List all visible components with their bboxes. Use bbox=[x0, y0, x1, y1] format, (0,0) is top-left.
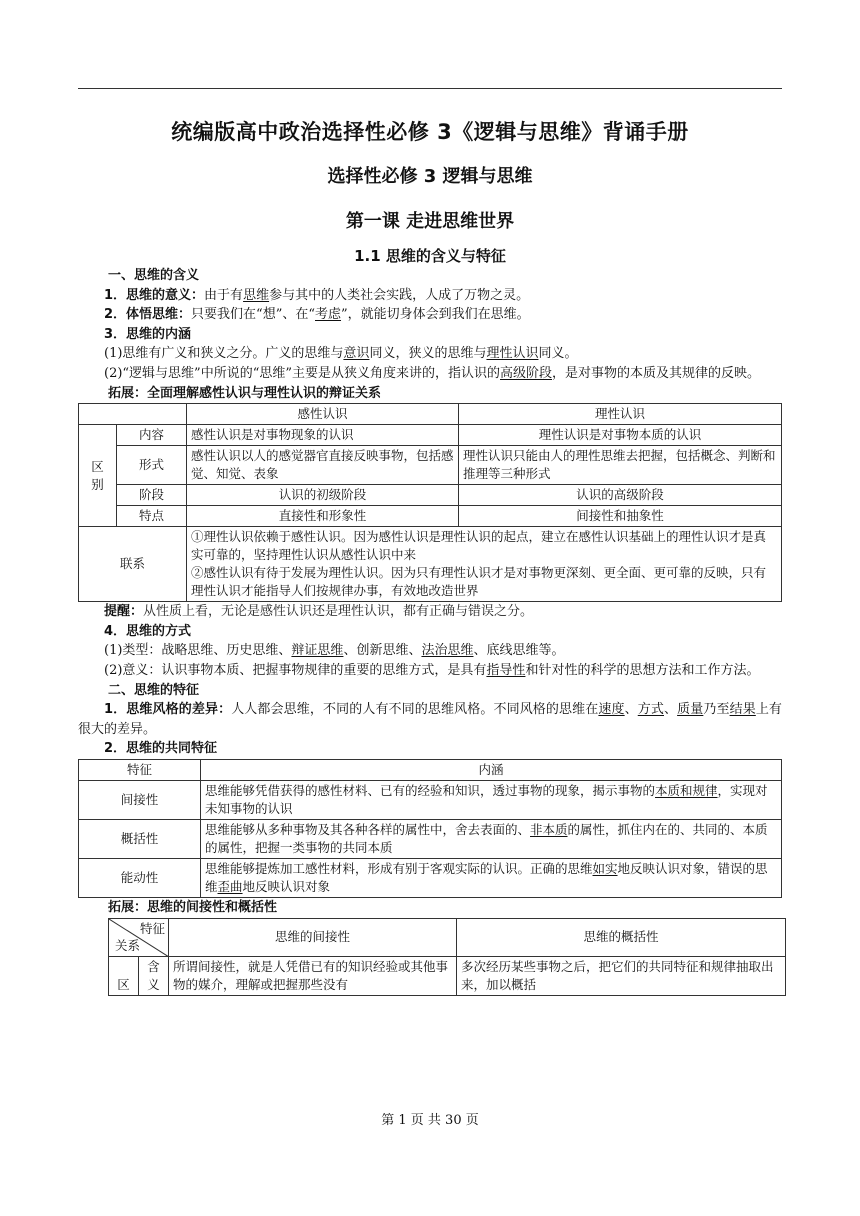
table-header: 理性认识 bbox=[459, 404, 782, 425]
lesson-title: 第一课 走进思维世界 bbox=[345, 211, 515, 232]
table-cell: 多次经历某些事物之后，把它们的共同特征和规律抽取出来，加以概括 bbox=[457, 956, 786, 995]
row-name: 特点 bbox=[117, 506, 187, 527]
table-header: 内涵 bbox=[201, 759, 782, 780]
table-row bbox=[109, 956, 786, 995]
row-name: 内容 bbox=[117, 425, 187, 446]
page-footer: 第 1 页 共 30 页 bbox=[381, 1113, 479, 1128]
table-cell: 思维能够凭借获得的感性材料、已有的经验和知识，透过事物的现象，揭示事物的本质和规律，实现对未知事物的认识 bbox=[201, 780, 782, 819]
diagonal-header-cell bbox=[109, 918, 169, 956]
corner-top-label: 特征 bbox=[139, 920, 165, 936]
part1-item1: 1．思维的意义：由于有思维参与其中的人类社会实践，人成了万物之灵。 bbox=[104, 287, 530, 303]
extension2-label: 拓展：思维的间接性和概括性 bbox=[108, 899, 278, 915]
table-row bbox=[79, 446, 782, 485]
table-cell: 感性认识是对事物现象的认识 bbox=[187, 425, 459, 446]
part2-heading: 二、思维的特征 bbox=[108, 682, 200, 698]
row-name: 阶段 bbox=[117, 485, 187, 506]
table-header: 思维的间接性 bbox=[169, 918, 457, 956]
table-cell: 理性认识是对事物本质的认识 bbox=[459, 425, 782, 446]
table-cell: ①理性认识依赖于感性认识。因为感性认识是理性认识的起点，建立在感性认识基础上的理性认识才是真实可靠的，坚持理性认识从感性认识中来 ②感性认识有待于发展为理性认识。因为只有理性认识才是对事物更深刻、更全面、更可靠的反映，只有理性认识才能指导人们按规律办事，有效地改造世界 bbox=[187, 527, 782, 602]
extension1-label: 拓展：全面理解感性认识与理性认识的辩证关系 bbox=[108, 385, 382, 401]
table-cell: 理性认识只能由人的理性思维去把握，包括概念、判断和推理等三种形式 bbox=[459, 446, 782, 485]
part1-item4-2: (2)意义：认识事物本质、把握事物规律的重要的思维方式，是具有指导性和针对性的科学的思想方法和工作方法。 bbox=[104, 662, 760, 678]
perceptual-rational-table bbox=[78, 403, 782, 602]
part2-item1: 1．思维风格的差异：人人都会思维，不同的人有不同的思维风格。不同风格的思维在速度、方式、质量乃至结果上有很大的差异。 bbox=[78, 702, 782, 737]
table-row bbox=[79, 506, 782, 527]
table-cell: 认识的初级阶段 bbox=[187, 485, 459, 506]
table-row bbox=[79, 404, 782, 425]
document-body bbox=[78, 266, 782, 996]
table-row bbox=[79, 485, 782, 506]
table-row bbox=[79, 527, 782, 602]
part1-item3-1: (1)思维有广义和狭义之分。广义的思维与意识同义，狭义的思维与理性认识同义。 bbox=[104, 346, 578, 362]
table-row bbox=[79, 759, 782, 780]
part2-item2-label: 2．思维的共同特征 bbox=[104, 741, 218, 757]
reminder: 提醒：从性质上看，无论是感性认识还是理性认识，都有正确与错误之分。 bbox=[104, 604, 534, 620]
table-cell: 所谓间接性，就是人凭借已有的知识经验或其他事物的媒介，理解或把握那些没有 bbox=[169, 956, 457, 995]
row-name: 含义 bbox=[139, 956, 169, 995]
row-name: 间接性 bbox=[79, 780, 201, 819]
part1-heading: 一、思维的含义 bbox=[108, 268, 200, 283]
table-cell: 认识的高级阶段 bbox=[459, 485, 782, 506]
table-cell: 直接性和形象性 bbox=[187, 506, 459, 527]
corner-bottom-label: 关系 bbox=[115, 937, 141, 953]
part1-item4-1: (1)类型：战略思维、历史思维、辩证思维、创新思维、法治思维、底线思维等。 bbox=[104, 643, 565, 659]
section-title: 1.1 思维的含义与特征 bbox=[354, 247, 506, 265]
row-name: 概括性 bbox=[79, 819, 201, 858]
table-cell: 感性认识以人的感觉器官直接反映事物，包括感觉、知觉、表象 bbox=[187, 446, 459, 485]
part1-item2: 2．体悟思维：只要我们在“想”、在“考虑”，就能切身体会到我们在思维。 bbox=[104, 307, 530, 323]
table-row bbox=[79, 425, 782, 446]
document-title: 统编版高中政治选择性必修 3《逻辑与思维》背诵手册 bbox=[171, 120, 689, 144]
row-name: 能动性 bbox=[79, 858, 201, 897]
table-header: 感性认识 bbox=[187, 404, 459, 425]
group-label: 区别 bbox=[79, 425, 117, 527]
row-name: 联系 bbox=[79, 527, 187, 602]
table-row bbox=[109, 918, 786, 956]
part1-item3-label: 3．思维的内涵 bbox=[104, 326, 192, 342]
indirect-general-table bbox=[108, 918, 786, 996]
table-header: 特征 bbox=[79, 759, 201, 780]
table-row bbox=[79, 858, 782, 897]
table-header: 思维的概括性 bbox=[457, 918, 786, 956]
common-features-table bbox=[78, 759, 782, 898]
table-row bbox=[79, 780, 782, 819]
table-cell: 间接性和抽象性 bbox=[459, 506, 782, 527]
part1-item3-2: (2)“逻辑与思维”中所说的“思维”主要是从狭义角度来讲的，指认识的高级阶段，是对事物的本质及其规律的反映。 bbox=[104, 365, 761, 381]
table-row bbox=[79, 819, 782, 858]
table-cell: 思维能够提炼加工感性材料，形成有别于客观实际的认识。正确的思维如实地反映认识对象，错误的思维歪曲地反映认识对象 bbox=[201, 858, 782, 897]
header-rule bbox=[78, 88, 782, 89]
table-cell: 思维能够从多种事物及其各种各样的属性中，舍去表面的、非本质的属性，抓住内在的、共同的、本质的属性，把握一类事物的共同本质 bbox=[201, 819, 782, 858]
row-name: 形式 bbox=[117, 446, 187, 485]
group-label: 区 bbox=[109, 956, 139, 995]
part1-item4-label: 4．思维的方式 bbox=[104, 623, 192, 639]
book-subtitle: 选择性必修 3 逻辑与思维 bbox=[327, 166, 533, 187]
